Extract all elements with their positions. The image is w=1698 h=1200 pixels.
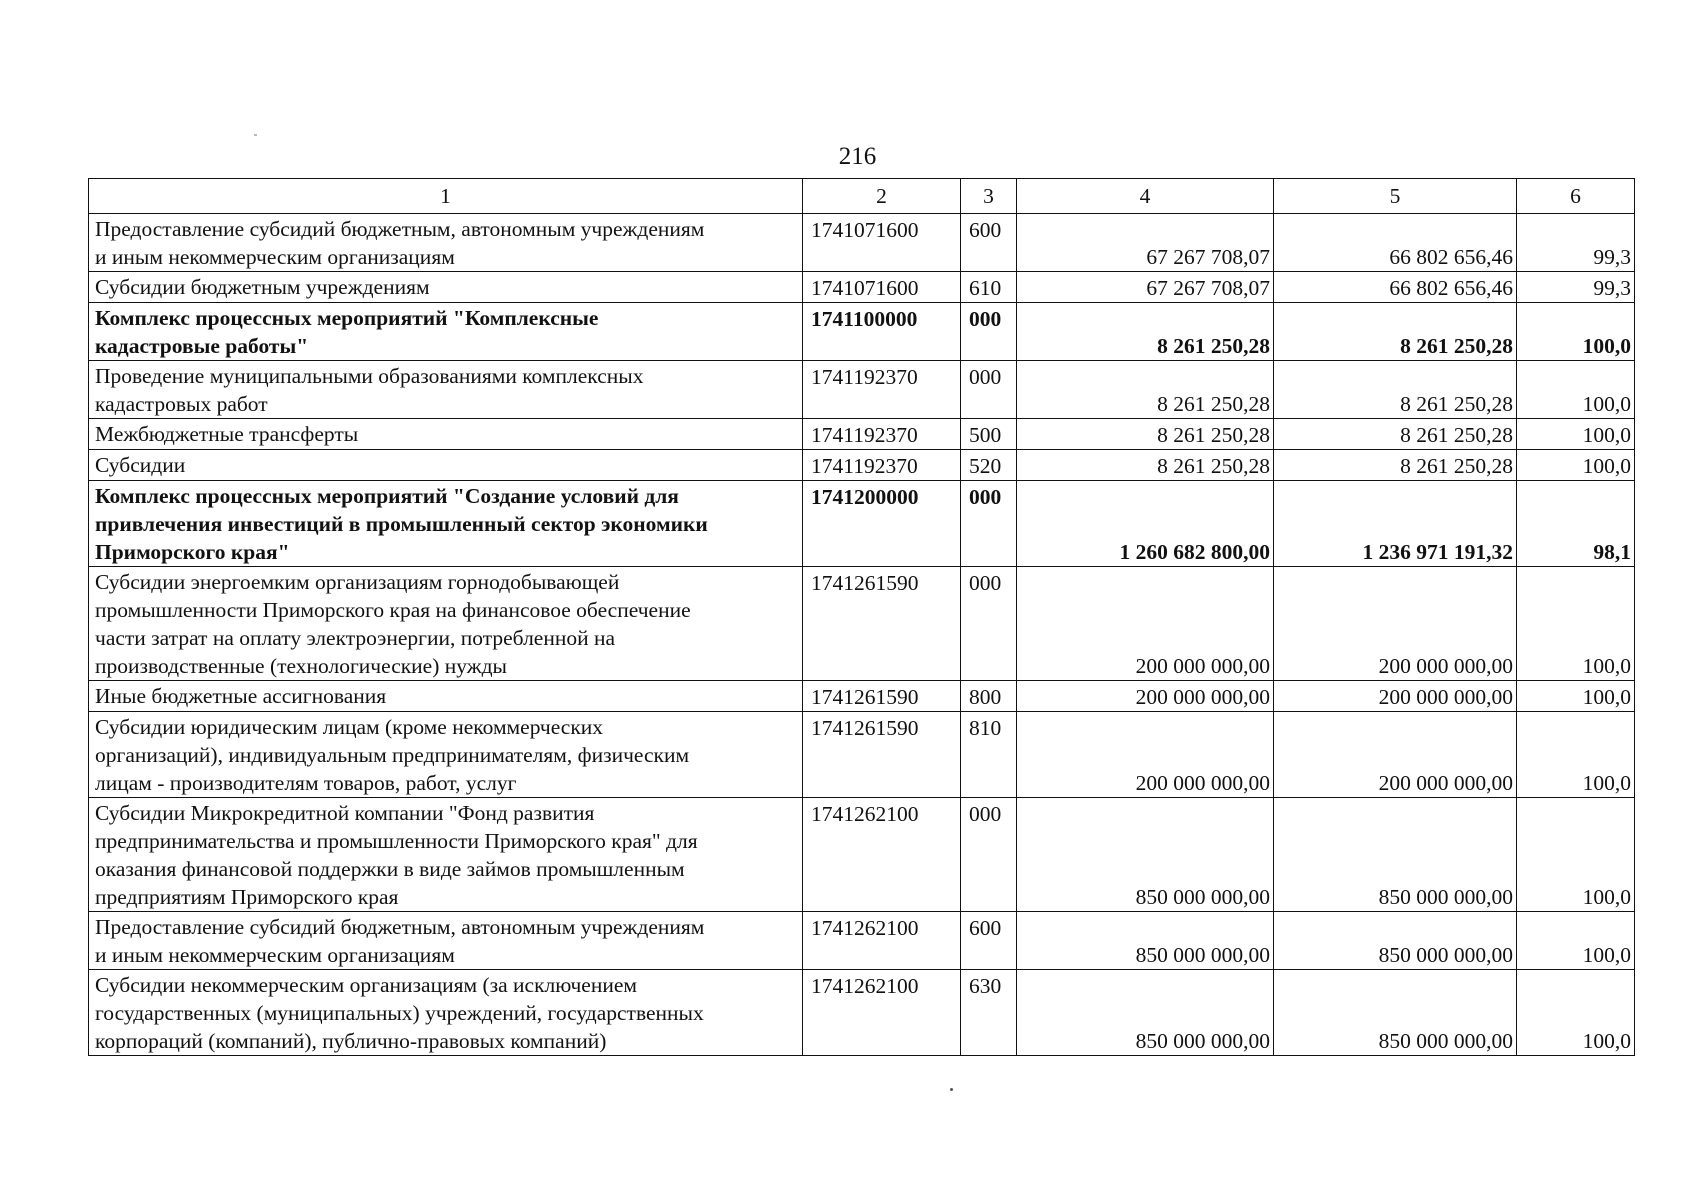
row-name — [89, 361, 803, 419]
row-name — [89, 214, 803, 272]
row-name-line: Субсидии — [95, 453, 186, 477]
row-expense-type: 630 — [961, 970, 1017, 1056]
row-name-line: кадастровых работ — [95, 392, 268, 416]
column-header-percent: 6 — [1517, 179, 1635, 214]
row-expense-type: 000 — [961, 567, 1017, 681]
row-name-line: части затрат на оплату электроэнергии, потребленной на — [95, 626, 616, 650]
row-execution-percent: 100,0 — [1517, 361, 1635, 419]
row-name-line: и иным некоммерческим организациям — [95, 245, 455, 269]
row-name-line: Предоставление субсидий бюджетным, автономным учреждениям — [95, 217, 705, 241]
table-row — [89, 970, 1635, 1056]
row-name-line: Межбюджетные трансферты — [95, 422, 359, 446]
row-name-line: привлечения инвестиций в промышленный сектор экономики — [95, 512, 708, 536]
row-name-line: кадастровые работы" — [95, 334, 309, 358]
row-name-line: Иные бюджетные ассигнования — [95, 684, 387, 708]
row-code: 1741261590 — [803, 681, 961, 712]
row-executed-amount: 200 000 000,00 — [1274, 712, 1517, 798]
table-row — [89, 912, 1635, 970]
row-execution-percent: 100,0 — [1517, 970, 1635, 1056]
row-expense-type: 610 — [961, 272, 1017, 303]
row-executed-amount: 850 000 000,00 — [1274, 970, 1517, 1056]
row-planned-amount: 850 000 000,00 — [1017, 798, 1274, 912]
row-execution-percent: 100,0 — [1517, 419, 1635, 450]
budget-execution-table — [88, 178, 1635, 1056]
table-row — [89, 272, 1635, 303]
row-executed-amount: 66 802 656,46 — [1274, 214, 1517, 272]
row-planned-amount: 1 260 682 800,00 — [1017, 481, 1274, 567]
row-name-line: Предоставление субсидий бюджетным, автономным учреждениям — [95, 915, 705, 939]
table-row — [89, 481, 1635, 567]
row-name — [89, 567, 803, 681]
row-execution-percent: 100,0 — [1517, 681, 1635, 712]
row-code: 1741192370 — [803, 419, 961, 450]
row-expense-type: 500 — [961, 419, 1017, 450]
row-code: 1741262100 — [803, 912, 961, 970]
row-planned-amount: 200 000 000,00 — [1017, 567, 1274, 681]
table-row — [89, 450, 1635, 481]
row-expense-type: 600 — [961, 214, 1017, 272]
row-execution-percent: 100,0 — [1517, 712, 1635, 798]
table-row — [89, 681, 1635, 712]
row-execution-percent: 100,0 — [1517, 912, 1635, 970]
row-executed-amount: 850 000 000,00 — [1274, 912, 1517, 970]
row-expense-type: 000 — [961, 303, 1017, 361]
row-expense-type: 000 — [961, 798, 1017, 912]
row-name-line: Приморского края" — [95, 540, 290, 564]
row-code: 1741262100 — [803, 798, 961, 912]
row-name — [89, 272, 803, 303]
row-executed-amount: 8 261 250,28 — [1274, 361, 1517, 419]
row-name — [89, 450, 803, 481]
row-executed-amount: 1 236 971 191,32 — [1274, 481, 1517, 567]
row-name-line: организаций), индивидуальным предпринимателям, физическим — [95, 743, 690, 767]
column-header-type: 3 — [961, 179, 1017, 214]
row-expense-type: 800 — [961, 681, 1017, 712]
row-name — [89, 970, 803, 1056]
row-name-line: производственные (технологические) нужды — [95, 654, 507, 678]
row-code: 1741071600 — [803, 272, 961, 303]
row-name-line: Проведение муниципальными образованиями комплексных — [95, 364, 644, 388]
row-planned-amount: 8 261 250,28 — [1017, 361, 1274, 419]
row-name-line: промышленности Приморского края на финансовое обеспечение — [95, 598, 691, 622]
row-expense-type: 000 — [961, 361, 1017, 419]
row-code: 1741262100 — [803, 970, 961, 1056]
row-code: 1741261590 — [803, 712, 961, 798]
row-expense-type: 810 — [961, 712, 1017, 798]
row-name — [89, 481, 803, 567]
row-name — [89, 419, 803, 450]
row-name-line: Субсидии юридическим лицам (кроме некоммерческих — [95, 715, 604, 739]
row-code: 1741261590 — [803, 567, 961, 681]
row-expense-type: 000 — [961, 481, 1017, 567]
row-executed-amount: 200 000 000,00 — [1274, 681, 1517, 712]
row-name — [89, 912, 803, 970]
row-planned-amount: 8 261 250,28 — [1017, 419, 1274, 450]
column-header-code: 2 — [803, 179, 961, 214]
table-row — [89, 567, 1635, 681]
scan-speck — [254, 134, 257, 136]
row-code: 1741192370 — [803, 450, 961, 481]
row-execution-percent: 98,1 — [1517, 481, 1635, 567]
page-number: 216 — [838, 143, 877, 170]
row-name — [89, 681, 803, 712]
row-name-line: предприятиям Приморского края — [95, 885, 399, 909]
row-executed-amount: 200 000 000,00 — [1274, 567, 1517, 681]
row-name-line: лицам - производителям товаров, работ, услуг — [95, 771, 517, 795]
row-expense-type: 600 — [961, 912, 1017, 970]
row-name-line: Субсидии энергоемким организациям горнодобывающей — [95, 570, 620, 594]
column-header-executed: 5 — [1274, 179, 1517, 214]
row-name — [89, 303, 803, 361]
row-planned-amount: 200 000 000,00 — [1017, 712, 1274, 798]
row-expense-type: 520 — [961, 450, 1017, 481]
row-executed-amount: 8 261 250,28 — [1274, 450, 1517, 481]
row-executed-amount: 8 261 250,28 — [1274, 419, 1517, 450]
row-name-line: корпораций (компаний), публично-правовых компаний) — [95, 1029, 607, 1053]
table-row — [89, 419, 1635, 450]
row-planned-amount: 67 267 708,07 — [1017, 272, 1274, 303]
row-name-line: государственных (муниципальных) учреждений, государственных — [95, 1001, 704, 1025]
scan-dot — [950, 1088, 953, 1091]
table-row — [89, 712, 1635, 798]
row-name-line: Субсидии некоммерческим организациям (за исключением — [95, 973, 638, 997]
row-name — [89, 712, 803, 798]
table-body — [89, 214, 1635, 1056]
row-name — [89, 798, 803, 912]
row-code: 1741192370 — [803, 361, 961, 419]
row-execution-percent: 99,3 — [1517, 214, 1635, 272]
row-planned-amount: 8 261 250,28 — [1017, 450, 1274, 481]
row-planned-amount: 850 000 000,00 — [1017, 912, 1274, 970]
row-code: 1741200000 — [803, 481, 961, 567]
row-planned-amount: 850 000 000,00 — [1017, 970, 1274, 1056]
row-name-line: оказания финансовой поддержки в виде займов промышленным — [95, 857, 685, 881]
row-execution-percent: 100,0 — [1517, 450, 1635, 481]
row-execution-percent: 100,0 — [1517, 303, 1635, 361]
column-header-planned: 4 — [1017, 179, 1274, 214]
row-code: 1741100000 — [803, 303, 961, 361]
row-planned-amount: 67 267 708,07 — [1017, 214, 1274, 272]
table-row — [89, 214, 1635, 272]
row-name-line: Субсидии бюджетным учреждениям — [95, 275, 430, 299]
table-row — [89, 303, 1635, 361]
row-execution-percent: 100,0 — [1517, 567, 1635, 681]
row-name-line: и иным некоммерческим организациям — [95, 943, 455, 967]
column-number-header-row — [89, 179, 1635, 214]
table-row — [89, 798, 1635, 912]
row-execution-percent: 100,0 — [1517, 798, 1635, 912]
row-executed-amount: 850 000 000,00 — [1274, 798, 1517, 912]
row-name-line: Комплекс процессных мероприятий "Создание условий для — [95, 484, 679, 508]
row-name-line: Комплекс процессных мероприятий "Комплексные — [95, 306, 599, 330]
row-planned-amount: 200 000 000,00 — [1017, 681, 1274, 712]
row-execution-percent: 99,3 — [1517, 272, 1635, 303]
row-executed-amount: 8 261 250,28 — [1274, 303, 1517, 361]
table-row — [89, 361, 1635, 419]
row-planned-amount: 8 261 250,28 — [1017, 303, 1274, 361]
row-name-line: Субсидии Микрокредитной компании "Фонд развития — [95, 801, 595, 825]
row-code: 1741071600 — [803, 214, 961, 272]
row-name-line: предпринимательства и промышленности Приморского края" для — [95, 829, 698, 853]
row-executed-amount: 66 802 656,46 — [1274, 272, 1517, 303]
column-header-name: 1 — [89, 179, 803, 214]
